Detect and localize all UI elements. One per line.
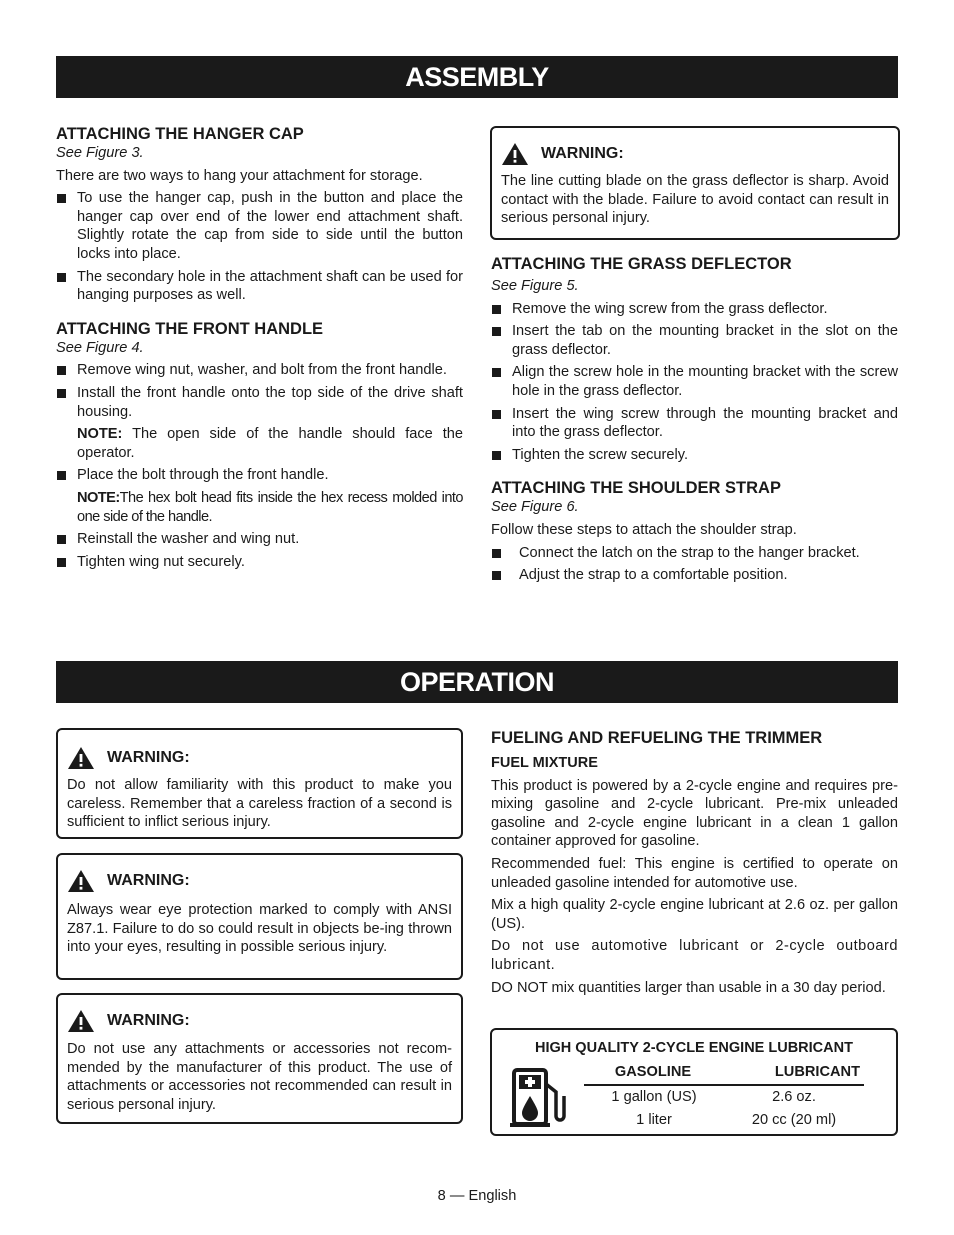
list-item: Install the front handle onto the top side of the drive shaft housing. [56,384,463,421]
warning-triangle-icon [501,142,529,166]
fueling-paragraph: Recommended fuel: This engine is certified to operate on unleaded gasoline intended for automotive use. [491,855,898,891]
fuel-mixture-subheading: FUEL MIXTURE [491,755,598,771]
lubricant-table-title: HIGH QUALITY 2-CYCLE ENGINE LUBRICANT [535,1040,853,1056]
hanger-cap-figure-ref: See Figure 3. [56,145,144,161]
warning-triangle-icon [67,869,95,893]
table-row [584,1086,864,1109]
list-item: To use the hanger cap, push in the button and place the hanger cap over end of the lower end attachment shaft. Slightly rotate the cap from side to side until the button locks into place. [56,189,463,263]
hanger-cap-heading: ATTACHING THE HANGER CAP [56,125,304,143]
grass-deflector-figure-ref: See Figure 5. [491,278,579,294]
list-item: The secondary hole in the attachment shaft can be used for hanging purposes as well. [56,268,463,305]
page-footer: 8 — English [437,1188,517,1204]
shoulder-strap-heading: ATTACHING THE SHOULDER STRAP [491,479,781,498]
front-handle-note-1: NOTE: The open side of the handle should face the operator. [77,426,463,461]
fueling-paragraph: Mix a high quality 2-cycle engine lubricant at 2.6 oz. per gallon (US). [491,897,898,932]
table-row [584,1109,864,1132]
operation-right-column [491,728,898,1001]
table-header-row [584,1061,864,1086]
warning-text: Always wear eye protection marked to comply with ANSI Z87.1. Failure to do so could result in objects be-ing thrown into your eyes, resulting in possible serious injury. [67,902,452,956]
gasoline-cell: 1 liter [636,1112,672,1129]
lubricant-cell: 2.6 oz. [772,1089,816,1106]
list-item: Tighten wing nut securely. [56,553,463,572]
assembly-right-column [491,254,898,589]
fuel-pump-icon [510,1066,566,1128]
shoulder-strap-intro: Follow these steps to attach the shoulder strap. [491,521,797,538]
fueling-paragraph: This product is powered by a 2-cycle engine and requires pre-mixing gasoline and 2-cycle lubricant. Pre-mix unleaded gasoline and 2-cycle engine lubricant in a clean 1 gallon container approved for gasoline. [491,777,898,850]
front-handle-list [56,361,463,421]
list-item: Remove the wing screw from the grass deflector. [491,300,898,319]
warning-text: Do not allow familiarity with this product to make you careless. Remember that a careless fraction of a second is sufficient to inflict serious injury. [67,777,452,831]
hanger-cap-list [56,189,463,305]
assembly-left-column [56,124,463,575]
warning-triangle-icon [67,746,95,770]
lubricant-table-box [490,1028,898,1136]
list-item: Insert the tab on the mounting bracket in the slot on the grass deflector. [491,322,898,359]
list-item: Reinstall the washer and wing nut. [56,530,463,549]
lubricant-cell: 20 cc (20 ml) [751,1112,837,1129]
shoulder-strap-list [491,544,898,585]
eye-protection-warning-box [56,853,463,980]
warning-label: WARNING: [107,1011,190,1029]
front-handle-heading: ATTACHING THE FRONT HANDLE [56,319,324,338]
list-item: Connect the latch on the strap to the hanger bracket. [491,544,898,563]
list-item: Place the bolt through the front handle. [56,466,463,485]
fueling-paragraph: DO NOT mix quantities larger than usable in a 30 day period. [491,979,886,996]
list-item: Tighten the screw securely. [491,446,898,465]
grass-deflector-list [491,300,898,465]
shoulder-strap-figure-ref: See Figure 6. [491,499,579,516]
accessories-warning-box [56,993,463,1124]
deflector-warning-box [490,126,900,240]
operation-banner: OPERATION [56,661,898,703]
fueling-paragraph: Do not use automotive lubricant or 2-cycle outboard lubricant. [491,938,898,973]
warning-label: WARNING: [107,871,190,889]
column-header-lubricant: LUBRICANT [774,1064,860,1081]
hanger-cap-intro: There are two ways to hang your attachment for storage. [56,167,423,184]
warning-text: The line cutting blade on the grass deflector is sharp. Avoid contact with the blade. Failure to avoid contact can result in serious personal injury. [501,173,889,227]
warning-text: Do not use any attachments or accessories not recom-mended by the manufacturer of this product. The use of attachments or accessories not recommended can result in serious personal injury. [67,1041,452,1113]
warning-label: WARNING: [541,144,624,162]
list-item: Adjust the strap to a comfortable position. [491,566,898,585]
list-item: Align the screw hole in the mounting bracket with the screw hole in the grass deflector. [491,363,898,400]
assembly-banner: ASSEMBLY [56,56,898,98]
warning-label: WARNING: [107,748,190,766]
list-item: Insert the wing screw through the mounting bracket and into the grass deflector. [491,405,898,442]
gasoline-cell: 1 gallon (US) [611,1089,697,1106]
list-item: Remove wing nut, washer, and bolt from the front handle. [56,361,463,380]
familiarity-warning-box [56,728,463,839]
grass-deflector-heading: ATTACHING THE GRASS DEFLECTOR [491,255,792,273]
warning-triangle-icon [67,1009,95,1033]
front-handle-note-2: NOTE:The hex bolt head fits inside the hex recess molded into one side of the handle. [77,489,463,525]
front-handle-figure-ref: See Figure 4. [56,339,144,356]
lubricant-table [584,1061,864,1132]
fueling-heading: FUELING AND REFUELING THE TRIMMER [491,729,823,747]
column-header-gasoline: GASOLINE [614,1064,692,1081]
